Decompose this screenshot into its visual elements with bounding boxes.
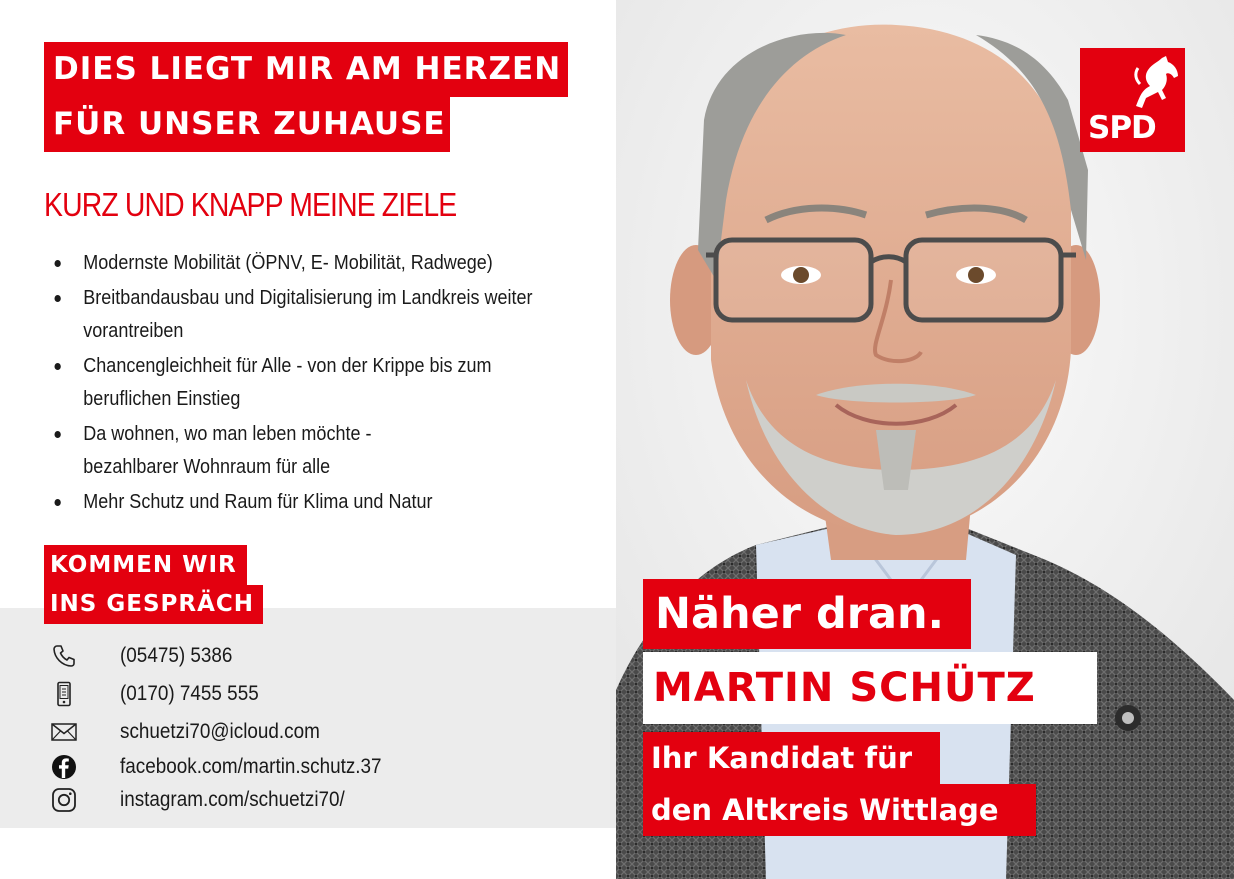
- contact-facebook[interactable]: [50, 752, 590, 782]
- list-item-continued: bezahlbarer Wohnraum für alle: [83, 456, 331, 478]
- logo-text: SPD: [1088, 110, 1156, 146]
- list-item-continued: vorantreiben: [83, 320, 184, 342]
- facebook-icon: [50, 754, 78, 780]
- list-item: Mehr Schutz und Raum für Klima und Natur: [50, 486, 518, 520]
- instagram-icon: [50, 787, 78, 813]
- list-item-continued: beruflichen Einstieg: [83, 388, 241, 410]
- instagram-link: instagram.com/schuetzi70/: [120, 788, 345, 811]
- facebook-link: facebook.com/martin.schutz.37: [120, 755, 382, 778]
- candidate-name: MARTIN SCHÜTZ: [643, 652, 1097, 724]
- talk-heading-line-1: KOMMEN WIR: [44, 545, 247, 585]
- goals-list: [50, 247, 570, 520]
- contact-mobile[interactable]: [50, 679, 590, 709]
- list-item: Modernste Mobilität (ÖPNV, E- Mobilität, Radwege): [50, 247, 518, 281]
- list-item: Breitbandausbau und Digitalisierung im Landkreis weiter: [50, 282, 518, 316]
- contact-phone[interactable]: [50, 641, 590, 671]
- bullet-icon: [55, 363, 61, 370]
- slogan-box: Näher dran.: [643, 579, 971, 649]
- headline-line-1: DIES LIEGT MIR AM HERZEN: [44, 42, 568, 97]
- phone-number: (05475) 5386: [120, 644, 233, 667]
- bullet-icon: [55, 295, 61, 302]
- headline-line-2: FÜR UNSER ZUHAUSE: [44, 97, 450, 152]
- spd-logo: [1080, 48, 1185, 152]
- talk-heading-line-2: INS GESPRÄCH: [44, 585, 263, 624]
- list-item: Da wohnen, wo man leben möchte -: [50, 418, 518, 452]
- candidate-line-1: Ihr Kandidat für: [643, 732, 940, 784]
- bullet-icon: [55, 260, 61, 267]
- mobile-number: (0170) 7455 555: [120, 682, 259, 705]
- email-address: schuetzi70@icloud.com: [120, 720, 320, 743]
- contact-instagram[interactable]: [50, 785, 590, 815]
- candidate-line-2: den Altkreis Wittlage: [643, 784, 1036, 836]
- phone-icon: [50, 643, 78, 669]
- bullet-icon: [55, 499, 61, 506]
- bullet-icon: [55, 431, 61, 438]
- horse-icon: [1128, 54, 1182, 112]
- goals-title: KURZ UND KNAPP MEINE ZIELE: [44, 186, 457, 223]
- envelope-icon: [50, 719, 78, 745]
- mobile-phone-icon: [50, 681, 78, 707]
- contact-email[interactable]: [50, 717, 590, 747]
- list-item: Chancengleichheit für Alle - von der Krippe bis zum: [50, 350, 518, 384]
